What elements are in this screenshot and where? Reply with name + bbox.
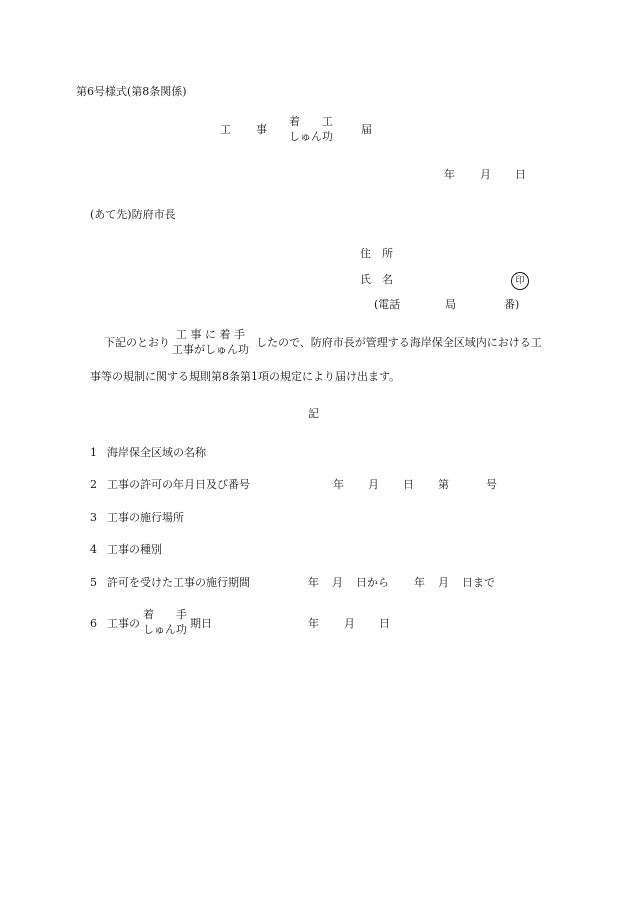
body-line-1: したので、防府市長が管理する海岸保全区域内における工 — [256, 336, 542, 349]
phone-number: 番) — [504, 298, 520, 311]
title-part-3: 届 — [361, 123, 372, 136]
item-year: 年 — [333, 478, 344, 491]
item-label: 海岸保全区域の名称 — [107, 446, 206, 459]
name-label: 氏 名 — [360, 273, 393, 286]
item-year: 年 — [308, 617, 319, 630]
item-number: 3 — [90, 511, 97, 524]
item-day: 日 — [403, 478, 414, 491]
title-stack-bottom: しゅん功 — [289, 129, 333, 143]
item-label: 許可を受けた工事の施行期間 — [107, 576, 250, 589]
body-stack-bottom: 工事がしゅん功 — [172, 342, 249, 356]
phone-open: (電話 — [374, 298, 401, 311]
body-line-2: 事等の規制に関する規則第8条第1項の規定により届け出ます。 — [90, 370, 401, 383]
item-number: 6 — [90, 617, 97, 630]
item-stack-top: 着 手 — [143, 608, 187, 621]
item-end-day: 日まで — [462, 576, 495, 589]
addressee: (あて先)防府市長 — [90, 208, 176, 221]
date-day: 日 — [515, 168, 526, 181]
item-label: 工事の種別 — [107, 543, 162, 556]
body-stack — [172, 328, 249, 358]
item-month: 月 — [368, 478, 379, 491]
item-number: 1 — [90, 446, 97, 459]
title-stack-top: 着 工 — [289, 115, 333, 128]
item-label-post: 期日 — [190, 617, 212, 630]
title-part-1: 工 — [220, 123, 231, 136]
item-day: 日 — [379, 617, 390, 630]
item-label: 工事の許可の年月日及び番号 — [107, 478, 250, 491]
item-start-month: 月 — [332, 576, 343, 589]
title-stack — [289, 115, 333, 145]
seal-mark: 印 — [511, 272, 529, 290]
date-month: 月 — [480, 168, 491, 181]
item-month: 月 — [344, 617, 355, 630]
form-number: 第6号様式(第8条関係) — [76, 85, 187, 98]
item-end-year: 年 — [414, 576, 425, 589]
item-start-day: 日から — [356, 576, 389, 589]
title-part-2: 事 — [256, 123, 267, 136]
address-label: 住 所 — [360, 247, 393, 260]
ki-heading: 記 — [308, 407, 319, 420]
item-number: 5 — [90, 576, 97, 589]
item-end-month: 月 — [438, 576, 449, 589]
body-stack-top: 工 事 に 着 手 — [176, 328, 245, 341]
item-stack-bottom: しゅん功 — [143, 622, 187, 636]
body-lead: 下記のとおり — [104, 336, 170, 349]
item-go: 号 — [486, 478, 497, 491]
item-dai: 第 — [438, 478, 449, 491]
item-number: 4 — [90, 543, 97, 556]
item-stack — [143, 608, 187, 638]
item-label-pre: 工事の — [107, 617, 140, 630]
phone-station: 局 — [445, 298, 456, 311]
item-start-year: 年 — [308, 576, 319, 589]
item-number: 2 — [90, 478, 97, 491]
date-year: 年 — [444, 168, 455, 181]
item-label: 工事の施行場所 — [107, 511, 184, 524]
